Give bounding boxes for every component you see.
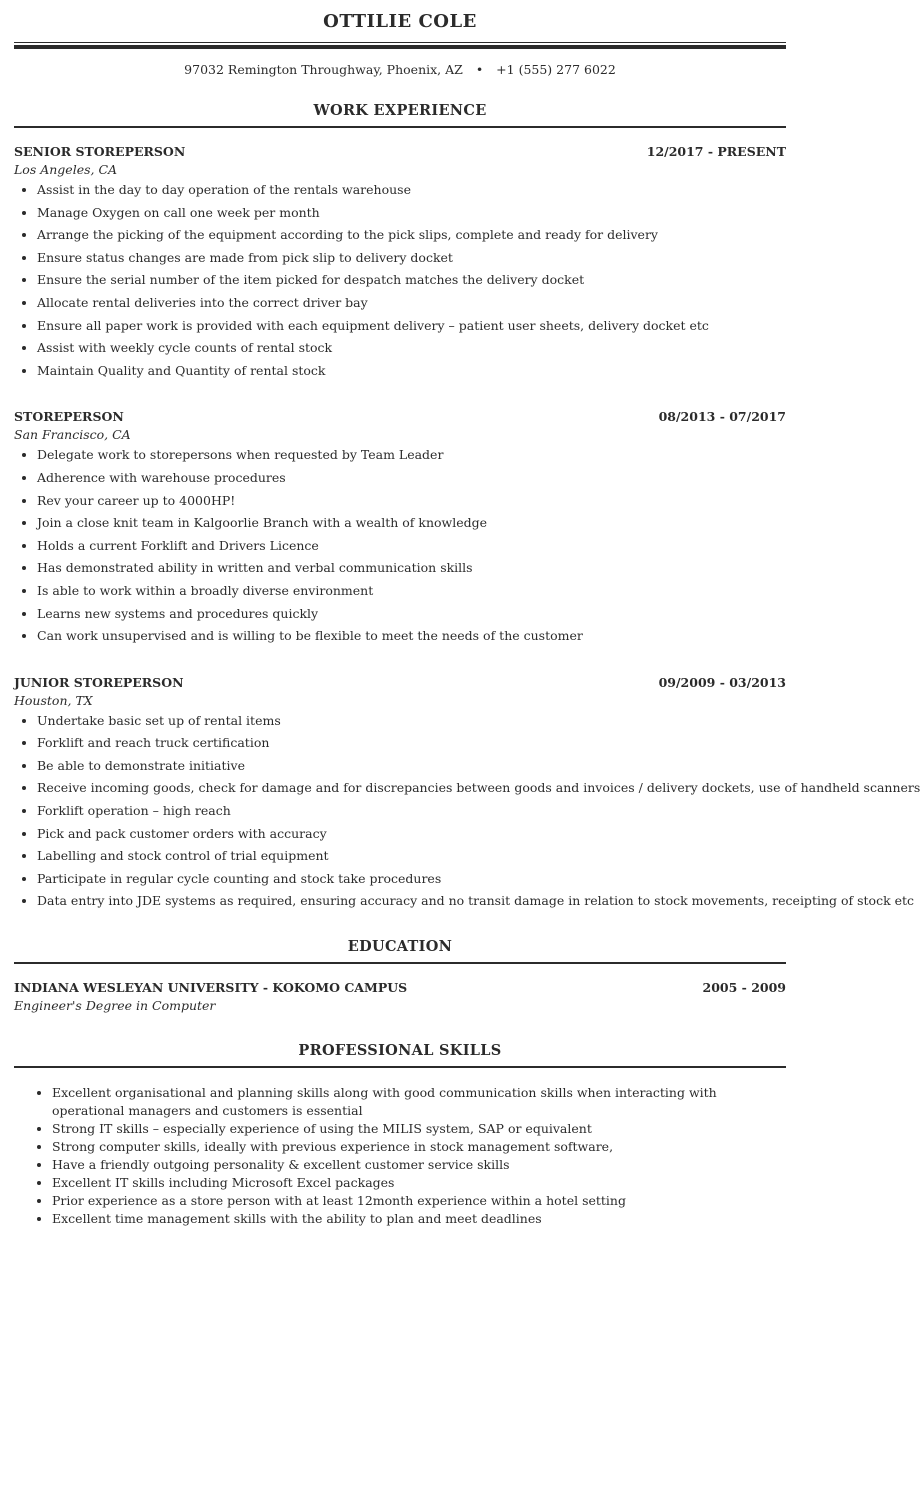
job-location: Los Angeles, CA	[14, 162, 118, 177]
job-location: Houston, TX	[14, 692, 93, 708]
work-experience-section	[14, 101, 920, 914]
section-title-education: EDUCATION	[347, 938, 453, 956]
job-bullets	[14, 711, 920, 914]
skill-item: • Excellent IT skills including Microsoft Excel packages	[52, 1174, 786, 1192]
skill-item: • Have a friendly outgoing personality & excellent customer service skills	[52, 1156, 786, 1174]
skill-item: • Strong computer skills, ideally with previous experience in stock management software,	[52, 1138, 786, 1156]
job-dates: 12/2017 - PRESENT	[646, 144, 786, 159]
job-bullet: • Arrange the picking of the equipment according to the pick slips, complete and ready for delivery	[37, 225, 786, 248]
job-bullet: • Is able to work within a broadly diverse environment	[37, 581, 786, 604]
section-rule	[14, 1066, 786, 1068]
job-bullet: • Labelling and stock control of trial equipment	[37, 846, 786, 869]
job-bullet: • Delegate work to storepersons when requested by Team Leader	[37, 445, 786, 468]
job-bullet: • Ensure status changes are made from pick slip to delivery docket	[37, 248, 786, 271]
education-entry	[14, 979, 786, 1015]
skill-item: • Prior experience as a store person with at least 12month experience within a hotel setting	[52, 1192, 786, 1210]
job-header	[14, 674, 786, 692]
degree: Engineer's Degree in Computer	[14, 998, 216, 1014]
job-bullet: • Has demonstrated ability in written and verbal communication skills	[37, 558, 786, 581]
skill-item: • Excellent time management skills with the ability to plan and meet deadlines	[52, 1210, 786, 1228]
header-rule	[14, 42, 786, 49]
job-dates: 08/2013 - 07/2017	[658, 409, 786, 425]
education-header	[14, 979, 786, 997]
job-header	[14, 143, 786, 161]
skill-item: • Excellent organisational and planning skills along with good communication skills when interacting with operational managers and customers is essential	[52, 1084, 786, 1120]
job-bullet: • Manage Oxygen on call one week per month	[37, 203, 786, 226]
job-entry	[14, 674, 920, 914]
job-bullet: • Join a close knit team in Kalgoorlie Branch with a wealth of knowledge	[37, 513, 786, 536]
section-title-skills: PROFESSIONAL SKILLS	[298, 1042, 502, 1060]
skills-section	[14, 1041, 786, 1228]
job-bullet: • Adherence with warehouse procedures	[37, 468, 786, 491]
phone: +1 (555) 277 6022	[496, 62, 616, 77]
skills-list	[14, 1084, 786, 1228]
job-bullet: • Undertake basic set up of rental items	[37, 711, 786, 734]
job-entry	[14, 408, 786, 648]
job-bullets	[14, 180, 786, 383]
section-title-work: WORK EXPERIENCE	[313, 102, 487, 119]
section-rule	[14, 962, 786, 964]
education-dates: 2005 - 2009	[702, 980, 786, 996]
job-entry	[14, 143, 786, 383]
job-bullet: • Assist with weekly cycle counts of rental stock	[37, 338, 786, 361]
job-bullet: • Assist in the day to day operation of the rentals warehouse	[37, 180, 786, 203]
address: 97032 Remington Throughway, Phoenix, AZ	[184, 62, 463, 77]
job-bullet: • Be able to demonstrate initiative	[37, 756, 786, 779]
job-bullets	[14, 445, 786, 648]
contact-separator: •	[475, 62, 484, 77]
candidate-name: OTTILIE COLE	[323, 11, 477, 32]
job-bullet: • Allocate rental deliveries into the correct driver bay	[37, 293, 786, 316]
job-bullet: • Forklift and reach truck certification	[37, 733, 786, 756]
job-header	[14, 408, 786, 426]
resume-page	[14, 0, 920, 1228]
school-name: INDIANA WESLEYAN UNIVERSITY - KOKOMO CAMPUS	[14, 980, 408, 996]
job-dates: 09/2009 - 03/2013	[658, 674, 786, 690]
contact-line	[14, 61, 786, 79]
job-bullet: • Forklift operation – high reach	[37, 801, 786, 824]
job-bullet: • Participate in regular cycle counting and stock take procedures	[37, 869, 786, 892]
job-title: SENIOR STOREPERSON	[14, 144, 186, 159]
job-bullet: • Holds a current Forklift and Drivers Licence	[37, 536, 786, 559]
job-bullet: • Receive incoming goods, check for damage and for discrepancies between goods and invoices / delivery dockets, use of handheld scanners	[37, 778, 786, 801]
job-bullet: • Ensure the serial number of the item picked for despatch matches the delivery docket	[37, 270, 786, 293]
job-bullet: • Learns new systems and procedures quickly	[37, 604, 786, 627]
job-bullet: • Maintain Quality and Quantity of rental stock	[37, 361, 786, 384]
section-rule	[14, 126, 786, 128]
job-bullet: • Pick and pack customer orders with accuracy	[37, 824, 786, 847]
education-section	[14, 937, 786, 1015]
job-title: JUNIOR STOREPERSON	[14, 674, 184, 690]
job-location: San Francisco, CA	[14, 427, 131, 443]
skill-item: • Strong IT skills – especially experience of using the MILIS system, SAP or equivalent	[52, 1120, 786, 1138]
job-bullet: • Rev your career up to 4000HP!	[37, 491, 786, 514]
job-title: STOREPERSON	[14, 409, 124, 425]
job-bullet: • Ensure all paper work is provided with each equipment delivery – patient user sheets, delivery docket etc	[37, 316, 786, 339]
job-bullet: • Can work unsupervised and is willing to be flexible to meet the needs of the customer	[37, 626, 786, 649]
job-bullet: • Data entry into JDE systems as required, ensuring accuracy and no transit damage in relation to stock movements, receipting of stock etc	[37, 891, 786, 914]
